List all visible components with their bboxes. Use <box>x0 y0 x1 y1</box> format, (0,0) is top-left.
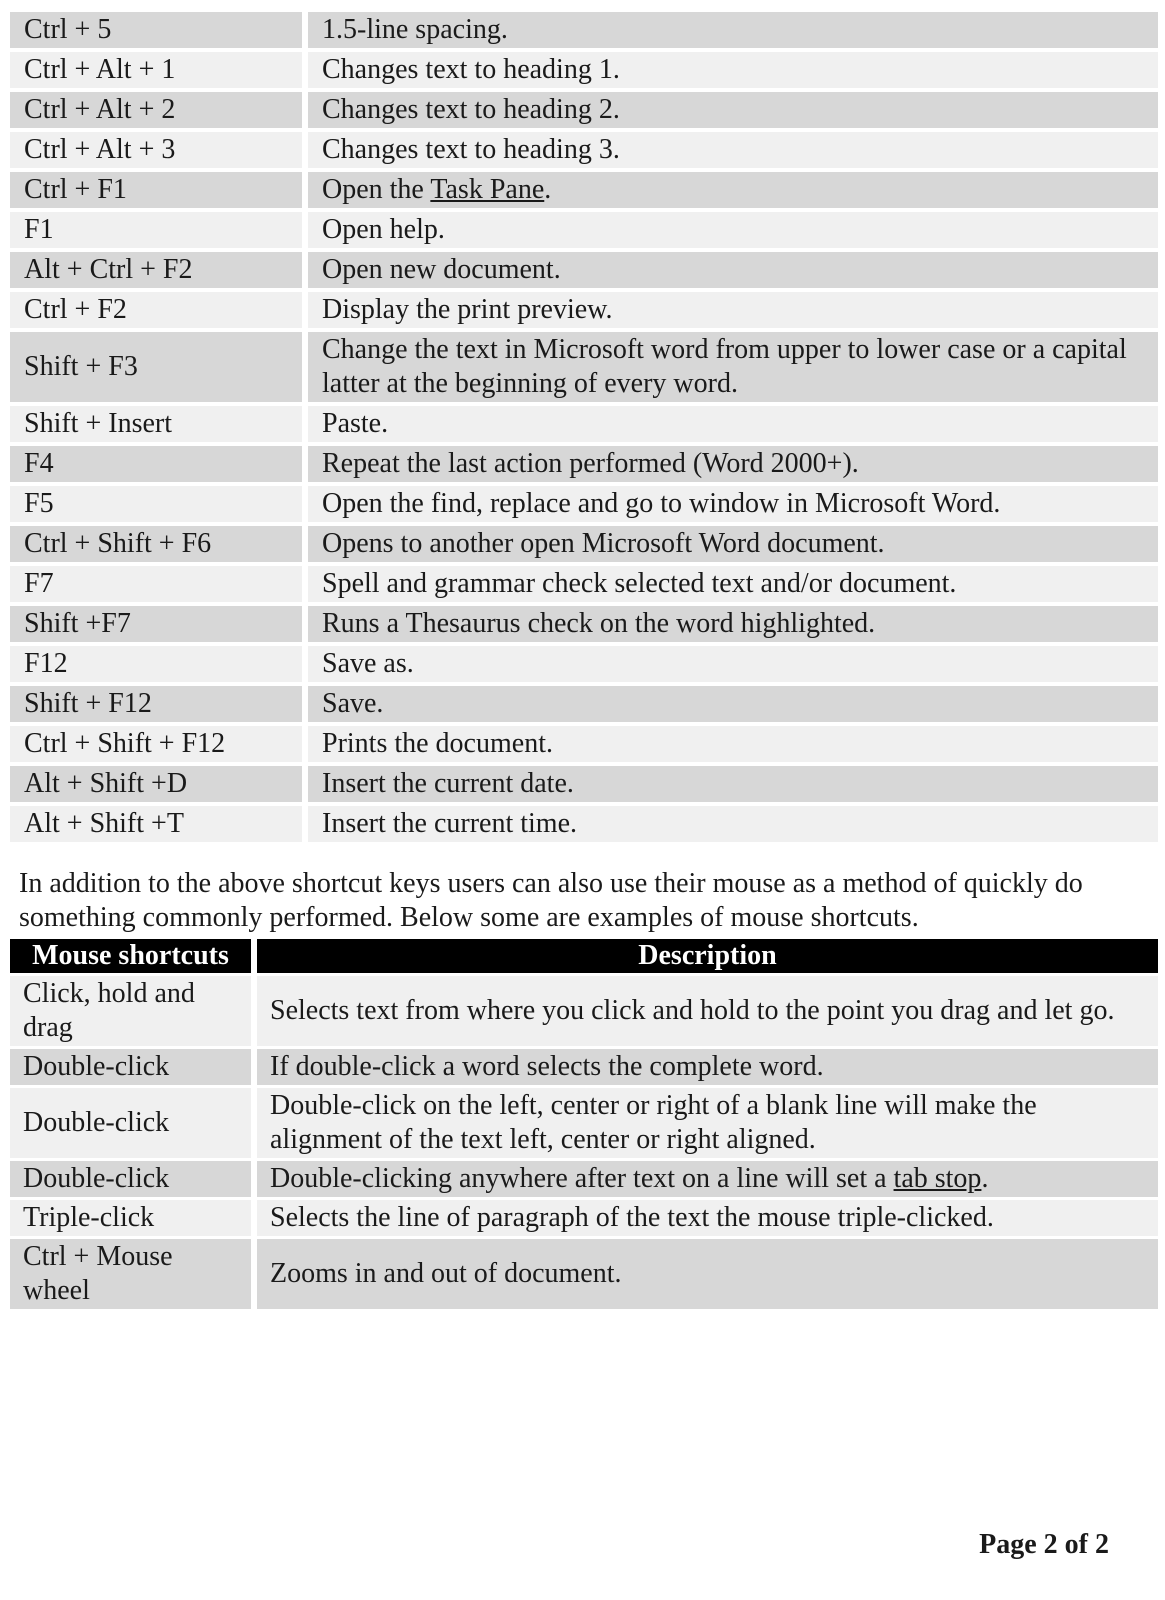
shortcut-key: F1 <box>10 212 308 248</box>
table-row <box>10 92 1158 128</box>
shortcut-key: Ctrl + F2 <box>10 292 308 328</box>
table-row <box>10 332 1158 402</box>
table-row <box>10 976 1158 1046</box>
shortcut-description: Save as. <box>308 646 1158 682</box>
shortcut-key: Ctrl + Alt + 1 <box>10 52 308 88</box>
shortcut-description: Changes text to heading 3. <box>308 132 1158 168</box>
table-row <box>10 686 1158 722</box>
shortcut-key: Shift + F12 <box>10 686 308 722</box>
tab-stop-link[interactable]: tab stop <box>893 1163 982 1194</box>
shortcut-description: Paste. <box>308 406 1158 442</box>
shortcut-description <box>308 172 1158 208</box>
table-row <box>10 446 1158 482</box>
table-row <box>10 252 1158 288</box>
table-row <box>10 292 1158 328</box>
shortcut-description: Changes text to heading 2. <box>308 92 1158 128</box>
shortcut-key: F4 <box>10 446 308 482</box>
shortcut-description: Repeat the last action performed (Word 2000+). <box>308 446 1158 482</box>
mouse-description <box>257 1161 1158 1197</box>
shortcut-description: Runs a Thesaurus check on the word highlighted. <box>308 606 1158 642</box>
shortcut-key: Alt + Shift +T <box>10 806 308 842</box>
mouse-description: Selects text from where you click and hold to the point you drag and let go. <box>257 976 1158 1046</box>
table-row <box>10 806 1158 842</box>
shortcut-description: Display the print preview. <box>308 292 1158 328</box>
mouse-description: If double-click a word selects the complete word. <box>257 1049 1158 1085</box>
shortcut-description: Opens to another open Microsoft Word document. <box>308 526 1158 562</box>
shortcut-description: Insert the current date. <box>308 766 1158 802</box>
shortcut-description: Save. <box>308 686 1158 722</box>
table-row <box>10 486 1158 522</box>
shortcut-key: F7 <box>10 566 308 602</box>
table-row <box>10 1049 1158 1085</box>
shortcut-key: F5 <box>10 486 308 522</box>
column-header-description: Description <box>257 939 1158 973</box>
page-number: Page 2 of 2 <box>979 1529 1109 1560</box>
table-header-row <box>10 939 1158 973</box>
mouse-action: Click, hold and drag <box>10 976 257 1046</box>
table-row <box>10 766 1158 802</box>
mouse-description: Zooms in and out of document. <box>257 1239 1158 1309</box>
table-row <box>10 726 1158 762</box>
shortcut-description: Changes text to heading 1. <box>308 52 1158 88</box>
shortcut-description: Open help. <box>308 212 1158 248</box>
table-row <box>10 172 1158 208</box>
mouse-action: Triple-click <box>10 1200 257 1236</box>
intro-paragraph: In addition to the above shortcut keys users can also use their mouse as a method of quickly do something commonly performed. Below some are examples of mouse shortcuts. <box>19 868 1083 933</box>
shortcut-description: Open the find, replace and go to window in Microsoft Word. <box>308 486 1158 522</box>
table-row <box>10 1088 1158 1158</box>
desc-text: Open the <box>322 174 431 205</box>
shortcut-key: Shift + Insert <box>10 406 308 442</box>
mouse-action: Double-click <box>10 1049 257 1085</box>
mouse-action: Ctrl + Mouse wheel <box>10 1239 257 1309</box>
table-row <box>10 606 1158 642</box>
shortcut-key: F12 <box>10 646 308 682</box>
table-row <box>10 566 1158 602</box>
table-row <box>10 12 1158 48</box>
shortcut-key: Ctrl + Shift + F6 <box>10 526 308 562</box>
shortcut-description: Open new document. <box>308 252 1158 288</box>
shortcut-key: Ctrl + Alt + 3 <box>10 132 308 168</box>
shortcut-key: Ctrl + Shift + F12 <box>10 726 308 762</box>
shortcut-key: Alt + Ctrl + F2 <box>10 252 308 288</box>
table-row <box>10 526 1158 562</box>
table-row <box>10 406 1158 442</box>
mouse-description: Selects the line of paragraph of the text the mouse triple-clicked. <box>257 1200 1158 1236</box>
shortcut-description: 1.5-line spacing. <box>308 12 1158 48</box>
table-row <box>10 646 1158 682</box>
shortcut-key: Ctrl + F1 <box>10 172 308 208</box>
shortcut-description: Insert the current time. <box>308 806 1158 842</box>
desc-text: Double-clicking anywhere after text on a line will set a <box>270 1163 894 1194</box>
shortcut-description: Spell and grammar check selected text and/or document. <box>308 566 1158 602</box>
shortcut-key: Shift + F3 <box>10 332 308 402</box>
mouse-shortcuts-table <box>10 936 1158 1312</box>
mouse-action: Double-click <box>10 1088 257 1158</box>
shortcut-key: Ctrl + Alt + 2 <box>10 92 308 128</box>
table-row <box>10 1200 1158 1236</box>
shortcut-description: Prints the document. <box>308 726 1158 762</box>
shortcut-key: Alt + Shift +D <box>10 766 308 802</box>
task-pane-link[interactable]: Task Pane <box>430 174 545 205</box>
table-row <box>10 1161 1158 1197</box>
mouse-action: Double-click <box>10 1161 257 1197</box>
table-row <box>10 52 1158 88</box>
desc-text: . <box>544 174 552 205</box>
shortcut-key: Shift +F7 <box>10 606 308 642</box>
column-header-mouse-shortcuts: Mouse shortcuts <box>10 939 257 973</box>
table-row <box>10 1239 1158 1309</box>
shortcut-description: Change the text in Microsoft word from upper to lower case or a capital latter at the beginning of every word. <box>308 332 1158 402</box>
table-row <box>10 212 1158 248</box>
desc-text: . <box>981 1163 989 1194</box>
keyboard-shortcuts-table <box>10 8 1158 846</box>
shortcut-key: Ctrl + 5 <box>10 12 308 48</box>
table-row <box>10 132 1158 168</box>
mouse-description: Double-click on the left, center or right of a blank line will make the alignment of the text left, center or right aligned. <box>257 1088 1158 1158</box>
